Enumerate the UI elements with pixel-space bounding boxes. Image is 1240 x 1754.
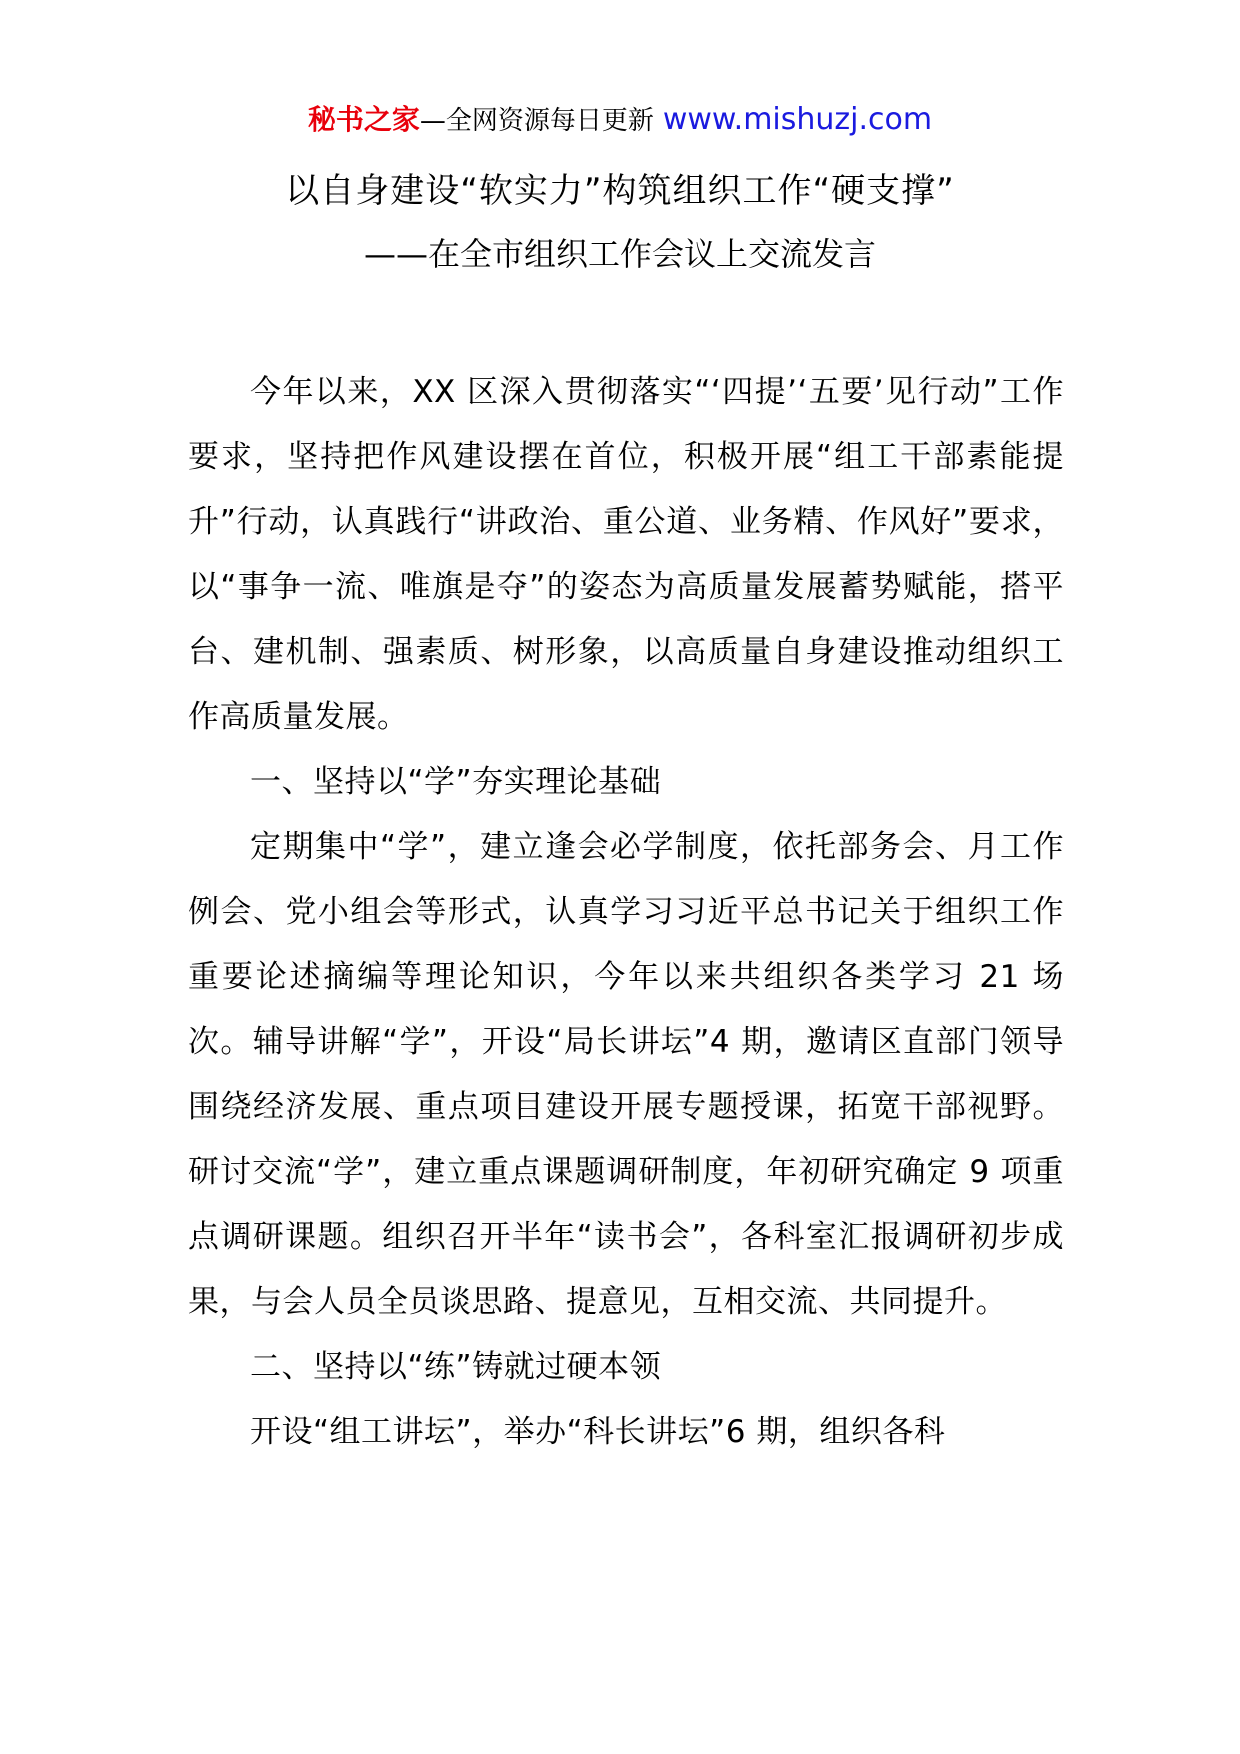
document-subtitle: ——在全市组织工作会议上交流发言	[363, 235, 876, 273]
section-1-paragraph: 定期集中“学”，建立逢会必学制度，依托部务会、月工作例会、党小组会等形式，认真学习习近平总书记关于组织工作重要论述摘编等理论知识，今年以来共组织各类学习 21 场次。辅导讲解“学”，开设“局长讲坛”4 期，邀请区直部门领导围绕经济发展、重点项目建设开展专题授课，拓宽干部视野。研讨交流“学”，建立重点课题调研制度，年初研究确定 9 项重点调研课题。组织召开半年“读书会”，各科室汇报调研初步成果，与会人员全员谈思路、提意见，互相交流、共同提升。	[188, 829, 1064, 1320]
section-heading-2: 二、坚持以“练”铸就过硬本领	[250, 1349, 662, 1385]
site-url-link[interactable]: www.mishuzj.com	[662, 102, 933, 137]
site-header-banner	[0, 100, 1240, 141]
document-body	[188, 360, 1064, 1465]
section-heading-1: 一、坚持以“学”夯实理论基础	[250, 764, 662, 800]
section-2-paragraph: 开设“组工讲坛”，举办“科长讲坛”6 期，组织各科	[250, 1414, 946, 1450]
site-name: 秘书之家	[307, 103, 420, 136]
document-title: 以自身建设“软实力”构筑组织工作“硬支撑”	[285, 171, 955, 211]
site-slogan: —全网资源每日更新	[419, 106, 654, 136]
intro-paragraph: 今年以来，XX 区深入贯彻落实“‘四提’‘五要’见行动”工作要求，坚持把作风建设摆在首位，积极开展“组工干部素能提升”行动，认真践行“讲政治、重公道、业务精、作风好”要求，以“事争一流、唯旗是夺”的姿态为高质量发展蓄势赋能，搭平台、建机制、强素质、树形象，以高质量自身建设推动组织工作高质量发展。	[188, 374, 1064, 735]
